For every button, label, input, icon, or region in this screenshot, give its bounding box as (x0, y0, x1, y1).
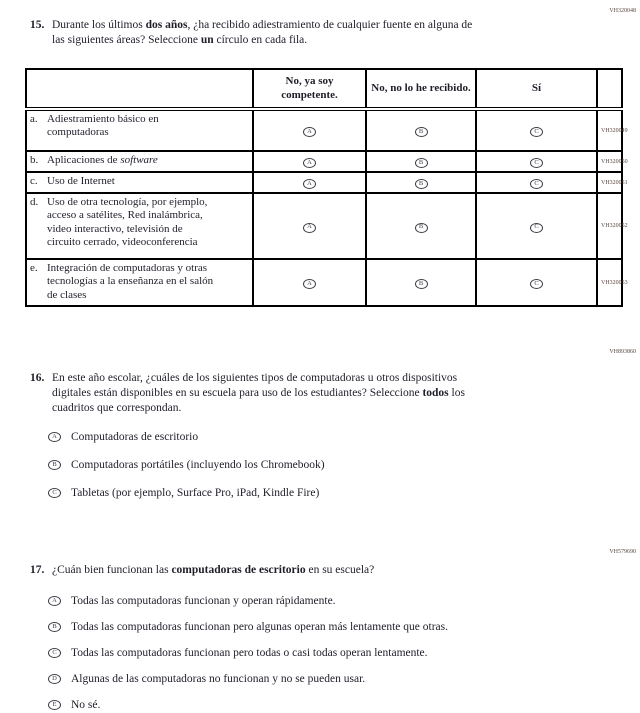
answer-bubble-a[interactable]: A (303, 223, 316, 233)
row-letter: d. (30, 196, 39, 208)
question-16 (30, 371, 472, 417)
question-15-number: 15. (30, 19, 45, 31)
q15-text-bold: un (200, 34, 214, 47)
row-d-code: VH320052 (597, 193, 622, 259)
option-label: No sé. (71, 698, 101, 711)
row-letter: c. (30, 175, 38, 187)
row-e-code: VH320053 (597, 259, 622, 306)
row-c-label-cell (26, 172, 253, 193)
q16-text-part: los cuadritos que correspondan. (52, 387, 465, 415)
q15-text-bold: dos años (145, 19, 188, 31)
q17-option-c[interactable] (48, 646, 448, 661)
q15-text-part: círculo en cada fila. (213, 34, 308, 47)
row-d-option-b-cell (366, 193, 476, 259)
answer-bubble-b[interactable]: B (415, 223, 428, 233)
answer-bubble-b[interactable]: B (48, 460, 61, 470)
option-label: Todas las computadoras funcionan pero algunas operan más lentamente que otras. (71, 620, 448, 633)
q17-text-part: en su escuela? (305, 564, 375, 576)
q16-text-part: En este año escolar, ¿cuáles de los siguientes tipos de computadoras u otros dispositivos digitales están disponibles en su escuela para uso de los estudiantes? Seleccione (52, 372, 458, 400)
row-label: Uso de Internet (47, 175, 115, 187)
row-a-option-b-cell (366, 109, 476, 151)
row-b-option-c-cell (476, 151, 597, 172)
q17-option-e[interactable] (48, 698, 448, 713)
answer-bubble-c[interactable]: C (530, 279, 543, 289)
row-a-option-c-cell (476, 109, 597, 151)
row-b-code: VH320050 (597, 151, 622, 172)
row-a-option-a-cell (253, 109, 366, 151)
answer-bubble-c[interactable]: C (530, 127, 543, 137)
q15-response-table (25, 68, 628, 307)
row-label-part: Aplicaciones de (47, 154, 121, 166)
row-label: Uso de otra tecnología, por ejemplo, acceso a satélites, Red inalámbrica, video interactivo, televisión de circuito cerrado, videoconferencia (47, 196, 208, 249)
row-label (47, 154, 217, 167)
answer-bubble-b[interactable]: B (415, 279, 428, 289)
q17-option-b[interactable] (48, 620, 448, 635)
answer-bubble-c[interactable]: C (530, 158, 543, 168)
row-c-option-a-cell (253, 172, 366, 193)
header-col-no-recibido: No, no lo he recibido. (366, 69, 476, 109)
row-d-label-cell (26, 193, 253, 259)
row-e-option-b-cell (366, 259, 476, 306)
table-row (26, 193, 622, 259)
table-header-row (26, 69, 622, 109)
table-row (26, 259, 622, 306)
question-17-options (48, 594, 448, 713)
row-e-label-cell (26, 259, 253, 306)
header-col-si: Sí (476, 69, 597, 109)
q15-text-part: , ¿ha recibido adiestramiento de cualquier fuente en alguna de las siguientes áreas? Seleccione (52, 19, 473, 47)
row-c-option-b-cell (366, 172, 476, 193)
option-label: Computadoras de escritorio (71, 431, 199, 443)
q16-option-c[interactable] (48, 486, 325, 501)
question-17-number: 17. (30, 564, 45, 576)
question-17-text (52, 563, 612, 578)
row-label: Integración de computadoras y otras tecnologías a la enseñanza en el salón de clases (47, 262, 214, 301)
answer-bubble-c[interactable]: C (530, 179, 543, 189)
question-15-text (52, 18, 477, 48)
header-code-blank (597, 69, 622, 109)
answer-bubble-a[interactable]: A (303, 127, 316, 137)
row-a-label-cell (26, 109, 253, 151)
answer-bubble-b[interactable]: B (415, 179, 428, 189)
row-letter: e. (30, 262, 38, 274)
row-letter: b. (30, 154, 39, 166)
q16-text-bold: todos (422, 387, 449, 400)
item-code-q15: VH320048 (609, 8, 636, 14)
table-row (26, 151, 622, 172)
answer-bubble-d[interactable]: D (48, 674, 61, 684)
answer-bubble-c[interactable]: C (530, 223, 543, 233)
row-d-option-a-cell (253, 193, 366, 259)
row-e-option-c-cell (476, 259, 597, 306)
q17-option-d[interactable] (48, 672, 448, 687)
q15-text-part: Durante los últimos (52, 19, 146, 31)
table-row (26, 109, 622, 151)
option-label: Computadoras portátiles (incluyendo los Chromebook) (71, 458, 325, 471)
row-b-option-a-cell (253, 151, 366, 172)
row-b-label-cell (26, 151, 253, 172)
answer-bubble-a[interactable]: A (303, 279, 316, 289)
row-e-option-a-cell (253, 259, 366, 306)
option-label: Todas las computadoras funcionan pero todas o casi todas operan lentamente. (71, 646, 428, 659)
answer-bubble-a[interactable]: A (48, 432, 61, 442)
question-15 (30, 18, 477, 48)
answer-bubble-c[interactable]: C (48, 648, 61, 658)
row-letter: a. (30, 113, 38, 125)
question-16-number: 16. (30, 372, 45, 384)
answer-bubble-b[interactable]: B (48, 622, 61, 632)
option-label: Todas las computadoras funcionan y operan rápidamente. (71, 595, 336, 607)
row-label-italic: software (120, 154, 158, 166)
answer-bubble-a[interactable]: A (303, 179, 316, 189)
answer-bubble-a[interactable]: A (48, 596, 61, 606)
header-blank (26, 69, 253, 109)
row-c-option-c-cell (476, 172, 597, 193)
row-d-option-c-cell (476, 193, 597, 259)
option-label: Algunas de las computadoras no funcionan y no se pueden usar. (71, 672, 366, 685)
q17-text-bold: computadoras de escritorio (171, 564, 306, 576)
row-b-option-b-cell (366, 151, 476, 172)
answer-bubble-b[interactable]: B (415, 158, 428, 168)
answer-bubble-e[interactable]: E (48, 700, 61, 710)
q17-option-a[interactable] (48, 594, 448, 609)
item-code-q16: VH893860 (609, 349, 636, 355)
q17-text-part: ¿Cuán bien funcionan las (52, 564, 172, 576)
question-16-text (52, 371, 472, 417)
question-16-options (48, 430, 325, 514)
item-code-q17: VH579690 (609, 549, 636, 555)
table-row (26, 172, 622, 193)
row-label: Adiestramiento básico en computadoras (47, 113, 159, 139)
row-c-code: VH320051 (597, 172, 622, 193)
answer-bubble-b[interactable]: B (415, 127, 428, 137)
question-17 (30, 563, 612, 578)
row-a-code: VH320049 (597, 109, 622, 151)
header-col-competente: No, ya soy competente. (253, 69, 366, 109)
answer-bubble-a[interactable]: A (303, 158, 316, 168)
q16-option-a[interactable] (48, 430, 325, 445)
option-label: Tabletas (por ejemplo, Surface Pro, iPad, Kindle Fire) (71, 486, 320, 499)
q16-option-b[interactable] (48, 458, 325, 473)
answer-bubble-c[interactable]: C (48, 488, 61, 498)
